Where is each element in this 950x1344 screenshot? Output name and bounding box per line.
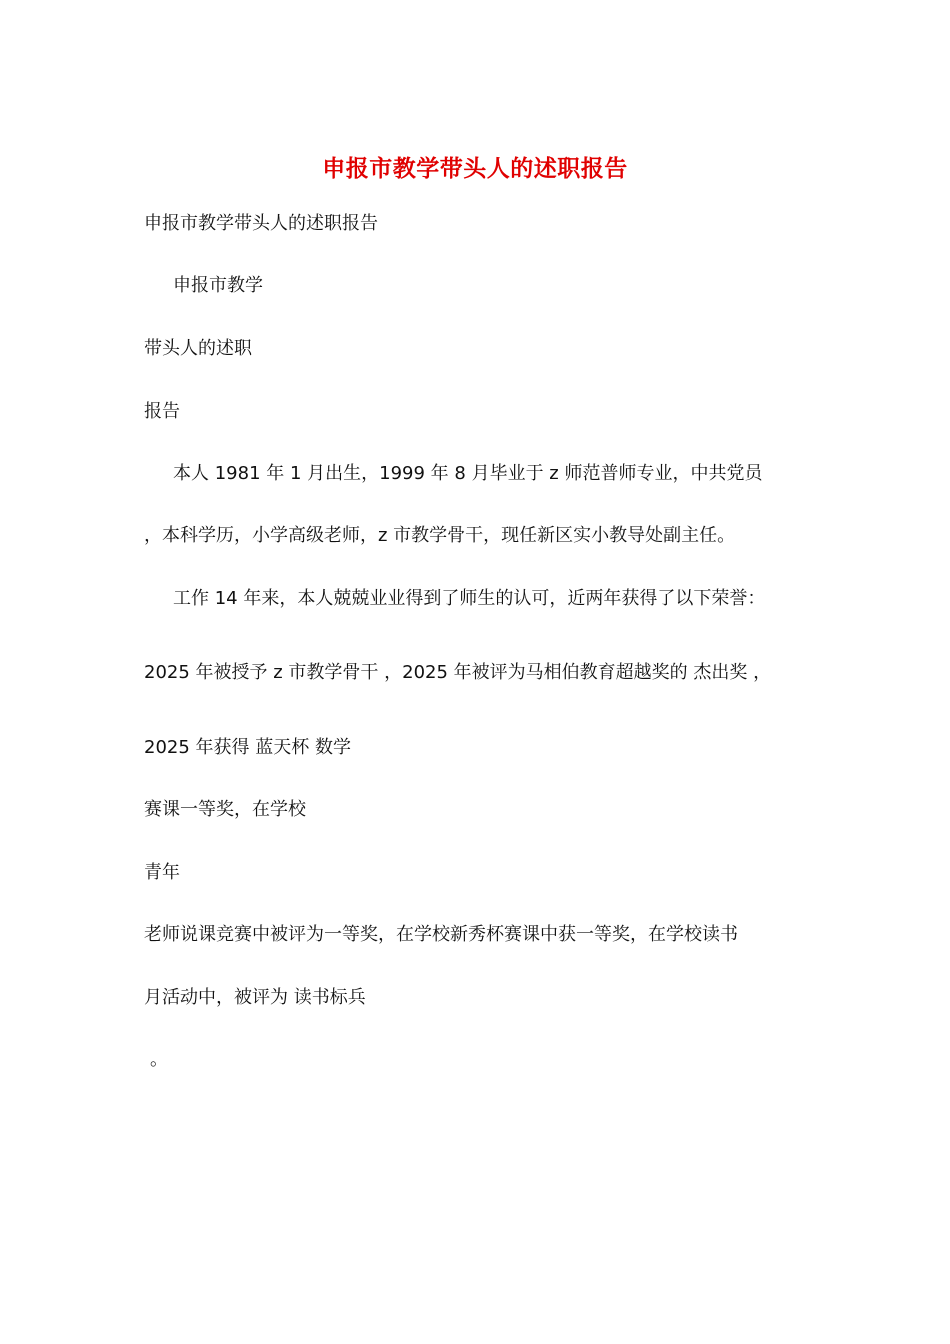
paragraph-line: ，本科学历，小学高级老师，z 市教学骨干，现任新区实小教导处副主任。 — [144, 525, 736, 546]
document-title: 申报市教学带头人的述职报告 — [322, 155, 628, 182]
paragraph-line: 。 — [150, 1049, 168, 1070]
paragraph-line: 本人 1981 年 1 月出生，1999 年 8 月毕业于 z 师范普师专业，中共党员 — [173, 463, 763, 484]
paragraph-line: 2025 年获得 蓝天杯 数学 — [144, 737, 351, 758]
paragraph-line: 老师说课竞赛中被评为一等奖，在学校新秀杯赛课中获一等奖，在学校读书 — [144, 924, 738, 945]
paragraph-line: 赛课一等奖，在学校 — [144, 799, 306, 820]
paragraph-line: 工作 14 年来，本人兢兢业业得到了师生的认可，近两年获得了以下荣誉： — [173, 588, 766, 609]
paragraph-line: 青年 — [144, 862, 180, 883]
paragraph-line: 月活动中，被评为 读书标兵 — [144, 987, 366, 1008]
paragraph-line: 申报市教学带头人的述职报告 — [144, 213, 378, 234]
paragraph-line: 2025 年被授予 z 市教学骨干 ，2025 年被评为马相伯教育超越奖的 杰出奖 ， — [144, 662, 772, 683]
paragraph-line: 带头人的述职 — [144, 338, 252, 359]
paragraph-line: 报告 — [144, 401, 180, 422]
paragraph-line: 申报市教学 — [173, 275, 263, 296]
